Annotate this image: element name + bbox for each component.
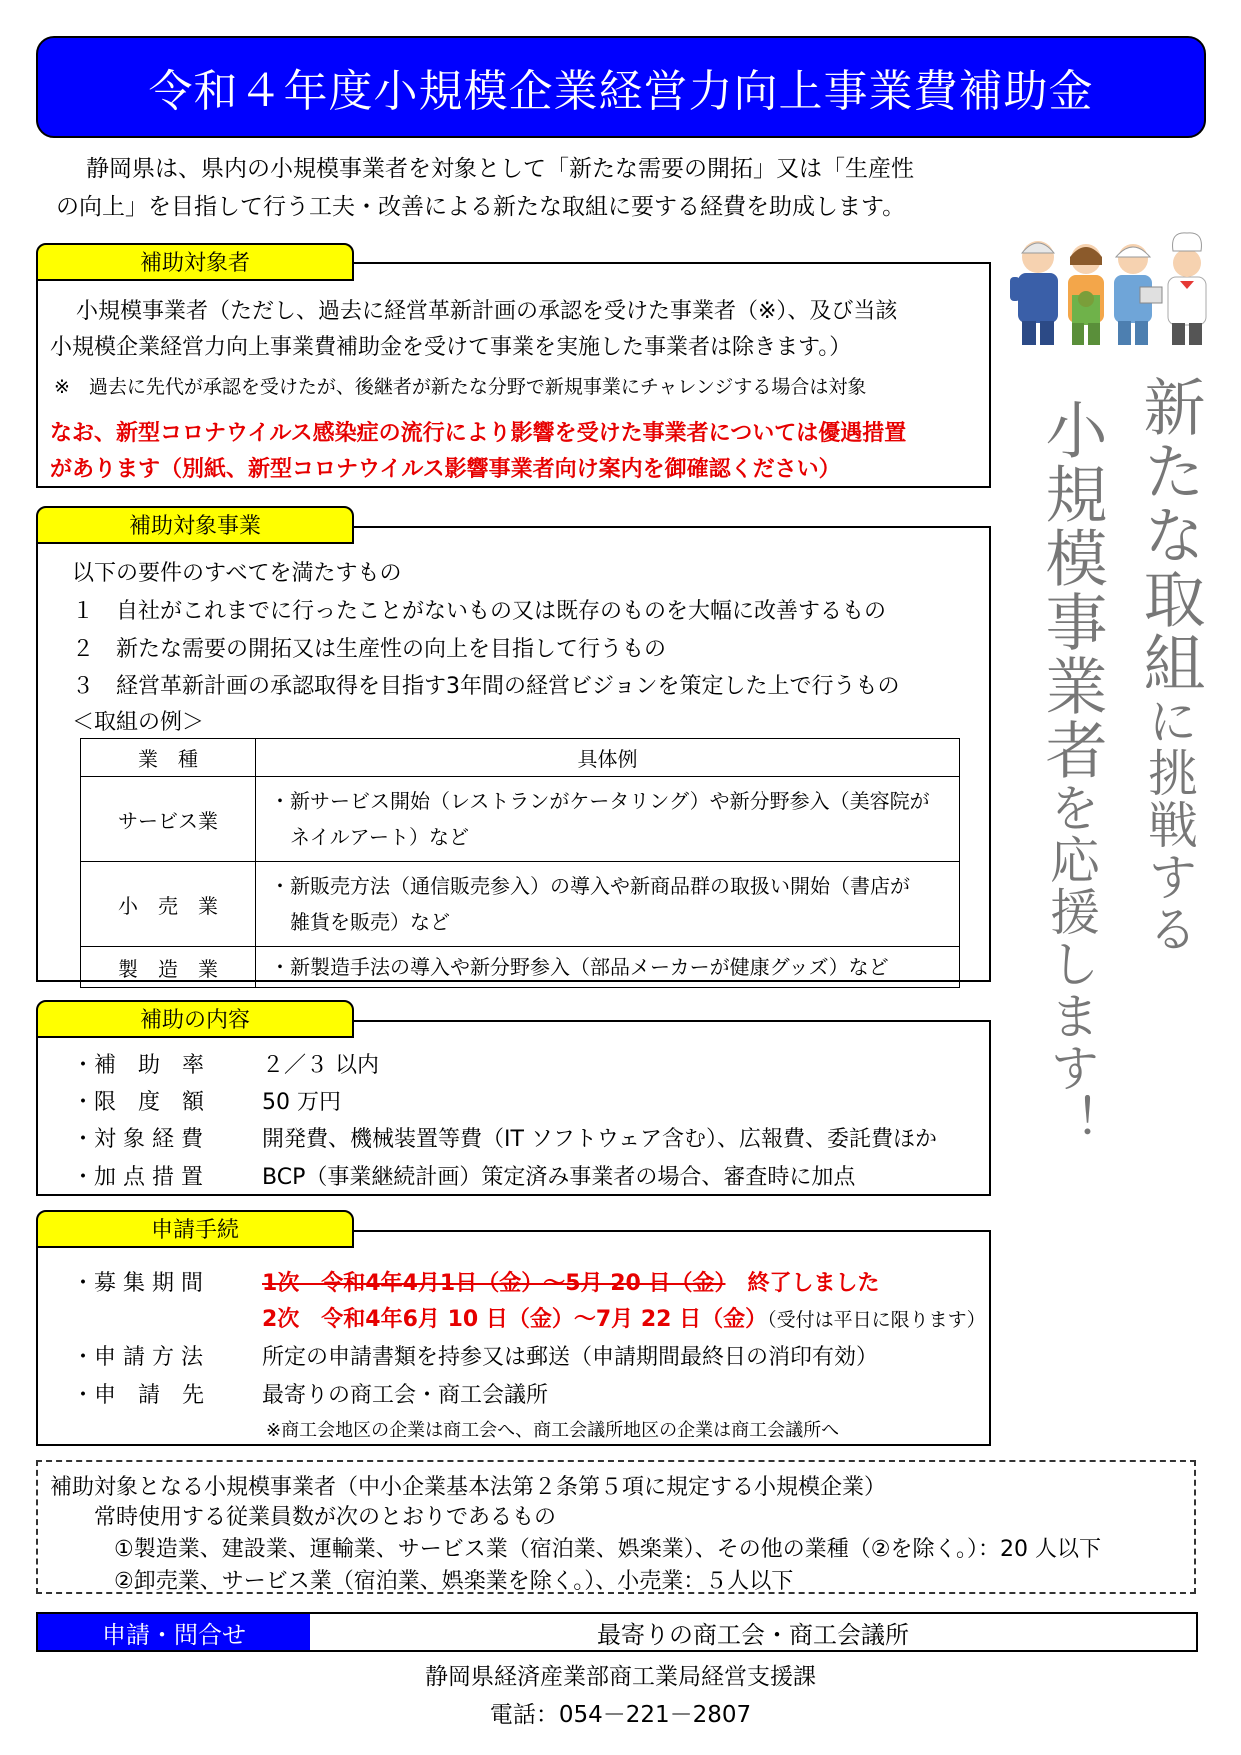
contact-value: 最寄りの商工会・商工会議所	[597, 1620, 909, 1649]
mechanic-figure	[1010, 241, 1058, 345]
contact-label: 申請・問合せ	[38, 1614, 310, 1650]
bonus-label: ・加 点 措 置	[72, 1165, 203, 1190]
dest-value: 最寄りの商工会・商工会議所	[262, 1383, 549, 1408]
chef-figure	[1168, 233, 1206, 345]
page-title: 令和４年度小規模企業経営力向上事業費補助金	[36, 36, 1206, 138]
dest-note: ※商工会地区の企業は商工会へ、商工会議所地区の企業は商工会議所へ	[266, 1420, 840, 1441]
method-label: ・申 請 方 法	[72, 1345, 203, 1370]
limit-label: ・限 度 額	[72, 1090, 205, 1115]
target-alert-line2: があります（別紙、新型コロナウイルス影響事業者向け案内を御確認ください）	[50, 457, 841, 482]
examples-table	[80, 738, 960, 988]
apply-tab: 申請手続	[36, 1210, 354, 1248]
content-tab: 補助の内容	[36, 1000, 354, 1038]
table-row	[81, 777, 960, 862]
period1: 1次 令和4年4月1日（金）～5月 20 日（金） 終了しました	[262, 1271, 880, 1296]
phone-number: 電話：054－221－2807	[489, 1702, 752, 1728]
project-req3: ３ 経営革新計画の承認取得を目指す3年間の経営ビジョンを策定した上で行うもの	[72, 674, 900, 699]
row-example: ・新サービス開始（レストランがケータリング）や新分野参入（美容院が ネイルアート）など	[256, 777, 960, 862]
examples-heading: ＜取組の例＞	[72, 710, 205, 735]
expense-value: 開発費、機械装置等費（IT ソフトウェア含む）、広報費、委託費ほか	[262, 1127, 938, 1152]
period2: 2次 令和4年6月 10 日（金）～7月 22 日（金）（受付は平日に限ります）	[262, 1307, 986, 1332]
table-header-row	[81, 739, 960, 777]
contact-bar	[36, 1612, 1198, 1652]
table-row	[81, 862, 960, 947]
target-line2: 小規模企業経営力向上事業費補助金を受けて事業を実施した事業者は除きます。）	[50, 335, 852, 360]
row-example: ・新販売方法（通信販売参入）の導入や新商品群の取扱い開始（書店が 雑貨を販売）など	[256, 862, 960, 947]
row-category: 製 造 業	[81, 947, 256, 988]
project-tab: 補助対象事業	[36, 506, 354, 544]
intro-text: 静岡県は、県内の小規模事業者を対象として「新たな需要の開拓」又は「生産性 の向上」を目指して行う工夫・改善による新たな取組に要する経費を助成します。	[56, 156, 914, 220]
rate-label: ・補 助 率	[72, 1053, 205, 1078]
definition-line2: 常時使用する従業員数が次のとおりであるもの	[94, 1505, 557, 1530]
builder-figure	[1114, 244, 1162, 345]
target-line1: 小規模事業者（ただし、過去に経営革新計画の承認を受けた事業者（※）、及び当該	[76, 299, 898, 324]
workers-illustration	[1010, 225, 1220, 350]
rate-value: ２／３ 以内	[262, 1053, 379, 1078]
target-note: ※ 過去に先代が承認を受けたが、後継者が新たな分野で新規事業にチャレンジする場合は対象	[54, 376, 867, 398]
row-category: 小 売 業	[81, 862, 256, 947]
target-tab: 補助対象者	[36, 243, 354, 281]
row-example: ・新製造手法の導入や新分野参入（部品メーカーが健康グッズ）など	[256, 947, 960, 988]
target-alert-line1: なお、新型コロナウイルス感染症の流行により影響を受けた事業者については優遇措置	[50, 421, 907, 446]
expense-label: ・対 象 経 費	[72, 1127, 203, 1152]
row-category: サービス業	[81, 777, 256, 862]
col-header-example: 具体例	[256, 739, 960, 777]
definition-line3: ①製造業、建設業、運輸業、サービス業（宿泊業、娯楽業）、その他の業種（②を除く。）：20 人以下	[114, 1537, 1101, 1562]
bonus-value: BCP（事業継続計画）策定済み事業者の場合、審査時に加点	[262, 1165, 856, 1190]
apply-box	[36, 1230, 991, 1446]
farmer-figure	[1068, 244, 1104, 345]
table-row	[81, 947, 960, 988]
col-header-category: 業 種	[81, 739, 256, 777]
department-name: 静岡県経済産業部商工業局経営支援課	[425, 1664, 816, 1690]
definition-line1: 補助対象となる小規模事業者（中小企業基本法第２条第５項に規定する小規模企業）	[50, 1475, 887, 1500]
dest-label: ・申 請 先	[72, 1383, 205, 1408]
limit-value: 50 万円	[262, 1090, 341, 1115]
definition-box	[36, 1460, 1196, 1594]
project-req2: ２ 新たな需要の開拓又は生産性の向上を目指して行うもの	[72, 637, 667, 662]
method-value: 所定の申請書類を持参又は郵送（申請期間最終日の消印有効）	[262, 1345, 879, 1370]
slogan-col2: 小規模事業者を応援します！	[1035, 398, 1108, 1146]
period-label: ・募 集 期 間	[72, 1271, 203, 1296]
slogan-col1: 新たな取組に挑戦する	[1133, 375, 1206, 955]
project-lead: 以下の要件のすべてを満たすもの	[72, 561, 402, 586]
project-req1: １ 自社がこれまでに行ったことがないもの又は既存のものを大幅に改善するもの	[72, 599, 887, 624]
definition-line4: ②卸売業、サービス業（宿泊業、娯楽業を除く。）、小売業：５人以下	[114, 1569, 794, 1594]
